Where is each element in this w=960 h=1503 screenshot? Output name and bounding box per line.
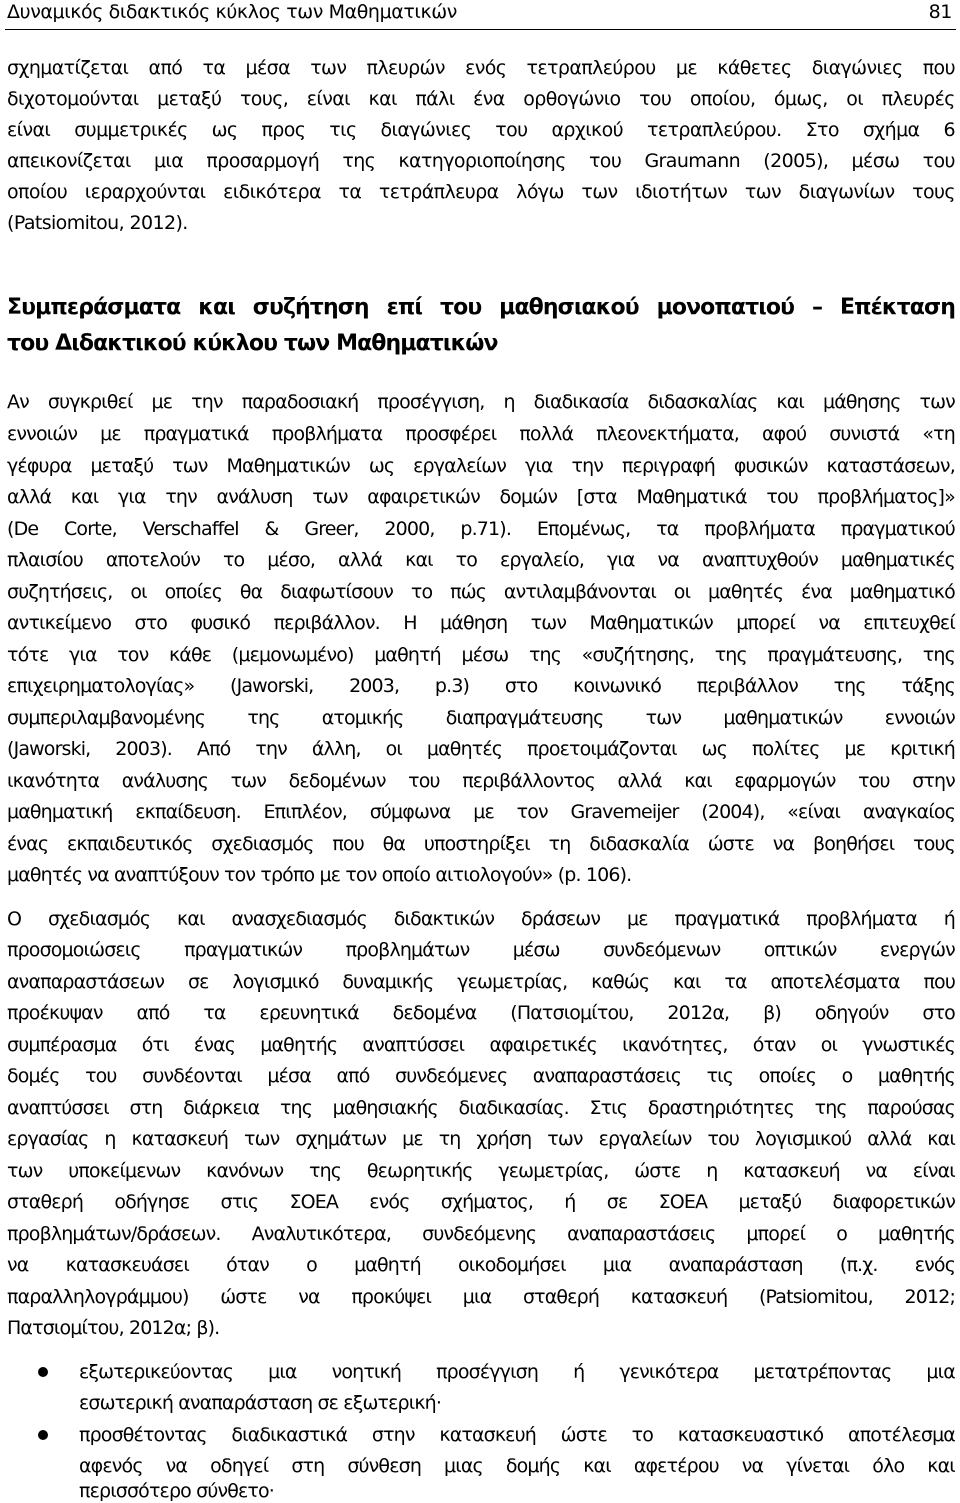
bullet-item-line: εξωτερικεύοντας μια νοητική προσέγγιση ή γενικότερα μετατρέποντας μια [79,1361,955,1383]
paragraph-2-line: επιχειρηματολογίας» (Jaworski, 2003, p.3) στο κοινωνικό περιβάλλον της τάξης [7,675,955,697]
paragraph-3-line: Ο σχεδιασμός και ανασχεδιασμός διδακτικών δράσεων με πραγματικά προβλήματα ή [7,908,955,930]
paragraph-2-line: ικανότητα ανάλυσης των δεδομένων του περιβάλλοντος αλλά και εφαρμογών του στην [7,770,955,792]
paragraph-1-line: απεικονίζεται μια προσαρμογή της κατηγοριοποίησης του Graumann (2005), μέσω του [7,150,955,172]
paragraph-1-line: είναι συμμετρικές ως προς τις διαγώνιες του αρχικού τετραπλεύρου. Στο σχήμα 6 [7,119,955,141]
paragraph-2-line: μαθηματική εκπαίδευση. Επιπλέον, σύμφωνα με τον Gravemeijer (2004), «είναι αναγκαίος [7,801,955,823]
paragraph-3-line: αναπτύσσει στη διάρκεια της μαθησιακής διαδικασίας. Στις δραστηριότητες της παρούσας [7,1097,955,1119]
paragraph-3-line: σταθερή οδήγησε στις ΣΟΕΑ ενός σχήματος, ή σε ΣΟΕΑ μεταξύ διαφορετικών [7,1191,955,1213]
paragraph-1-line: οποίου ιεραρχούνται ειδικότερα τα τετράπλευρα λόγω των ιδιοτήτων των διαγωνίων τους [7,181,955,203]
paragraph-2-line: (De Corte, Verschaffel & Greer, 2000, p.71). Επομένως, τα προβλήματα πραγματικού [7,518,955,540]
paragraph-2-line: γέφυρα μεταξύ των Μαθηματικών ως εργαλείων για την περιγραφή φυσικών καταστάσεων, [7,455,955,477]
paragraph-2-line: τότε για τον κάθε (μεμονωμένο) μαθητή μέσω της «συζήτησης, της πραγμάτευσης, της [7,644,955,666]
bullet-item-line: αφενός να οδηγεί στη σύνθεση μιας δομής και αφετέρου να γίνεται όλο και [79,1455,955,1477]
header-rule [5,29,956,30]
running-header-title: Δυναμικός διδακτικός κύκλος των Μαθηματικών [7,1,457,23]
paragraph-3-line: προέκυψαν από τα ερευνητικά δεδομένα (Πατσιομίτου, 2012α, β) οδηγούν στο [7,1002,955,1024]
paragraph-2-line: μαθητές να αναπτύξουν τον τρόπο με τον οποίο αιτιολογούν» (p. 106). [7,864,632,886]
section-heading-line: Συμπεράσματα και συζήτηση επί του μαθησιακού μονοπατιού – Επέκταση [7,295,955,320]
paragraph-2-line: αλλά και για την ανάλυση των αφαιρετικών δομών [στα Μαθηματικά του προβλήματος]» [7,486,955,508]
page-number: 81 [928,1,952,23]
paragraph-2-line: συζητήσεις, οι οποίες θα διαφωτίσουν το πώς αντιλαμβάνονται οι μαθητές ένα μαθηματικό [7,581,955,603]
paragraph-1-line: (Patsiomitou, 2012). [7,212,188,234]
paragraph-1-line: διχοτομούνται μεταξύ τους, είναι και πάλι ένα ορθογώνιο του οποίου, όμως, οι πλευρές [7,88,955,110]
paragraph-3-line: παραλληλογράμμου) ώστε να προκύψει μια σταθερή κατασκευή (Patsiomitou, 2012; [7,1286,955,1308]
paragraph-3-line: δομές του συνδέονται μέσα από συνδεόμενες αναπαραστάσεις τις οποίες ο μαθητής [7,1065,955,1087]
paragraph-3-line: των υποκείμενων κανόνων της θεωρητικής γεωμετρίας, ώστε η κατασκευή να είναι [7,1160,955,1182]
paragraph-2-line: πλαισίου αποτελούν το μέσο, αλλά και το εργαλείο, για να αναπτυχθούν μαθηματικές [7,549,955,571]
bullet-item-line: προσθέτοντας διαδικαστικά στην κατασκευή ώστε το κατασκευαστικό αποτέλεσμα [79,1424,955,1446]
paragraph-3-line: προβλημάτων/δράσεων. Αναλυτικότερα, συνδεόμενης αναπαραστάσεις μπορεί ο μαθητής [7,1223,955,1245]
paragraph-3-line: εργασίας η κατασκευή των σχημάτων με τη χρήση των εργαλείων του λογισμικού αλλά και [7,1128,955,1150]
paragraph-3-line: αναπαραστάσεων σε λογισμικό δυναμικής γεωμετρίας, καθώς και τα αποτελέσματα που [7,971,955,993]
paragraph-3-line: συμπέρασμα ότι ένας μαθητής αναπτύσσει αφαιρετικές ικανότητες, όταν οι γνωστικές [7,1034,955,1056]
paragraph-2-line: (Jaworski, 2003). Από την άλλη, οι μαθητές προετοιμάζονται ως πολίτες με κριτική [7,738,955,760]
paragraph-2-line: Αν συγκριθεί με την παραδοσιακή προσέγγιση, η διαδικασία διδασκαλίας και μάθησης των [7,391,955,413]
paragraph-3-line: Πατσιομίτου, 2012α; β). [7,1317,220,1339]
bullet-item-line: εσωτερική αναπαράσταση σε εξωτερική· [79,1392,442,1414]
paragraph-2-line: συμπεριλαμβανομένης της ατομικής διαπραγμάτευσης των μαθηματικών εννοιών [7,707,955,729]
paragraph-2-line: εννοιών με πραγματικά προβλήματα προσφέρει πολλά πλεονεκτήματα, αφού συνιστά «τη [7,423,955,445]
paragraph-1-line: σχηματίζεται από τα μέσα των πλευρών ενός τετραπλεύρου με κάθετες διαγώνιες που [7,57,955,79]
paragraph-2-line: αντικείμενο στο φυσικό περιβάλλον. Η μάθηση των Μαθηματικών μπορεί να επιτευχθεί [7,612,955,634]
paragraph-3-line: να κατασκευάσει όταν ο μαθητή οικοδομήσει μια αναπαράσταση (π.χ. ενός [7,1254,955,1276]
section-heading-line: του Διδακτικού κύκλου των Μαθηματικών [7,331,498,356]
bullet-item-line: περισσότερο σύνθετο· [79,1480,274,1502]
paragraph-3-line: προσομοιώσεις πραγματικών προβλημάτων μέσω συνδεόμενων οπτικών ενεργών [7,939,955,961]
bullet-point [38,1367,48,1377]
paragraph-2-line: ένας εκπαιδευτικός σχεδιασμός που θα υποστηρίξει τη διδασκαλία ώστε να βοηθήσει τους [7,833,955,855]
bullet-point [38,1430,48,1440]
